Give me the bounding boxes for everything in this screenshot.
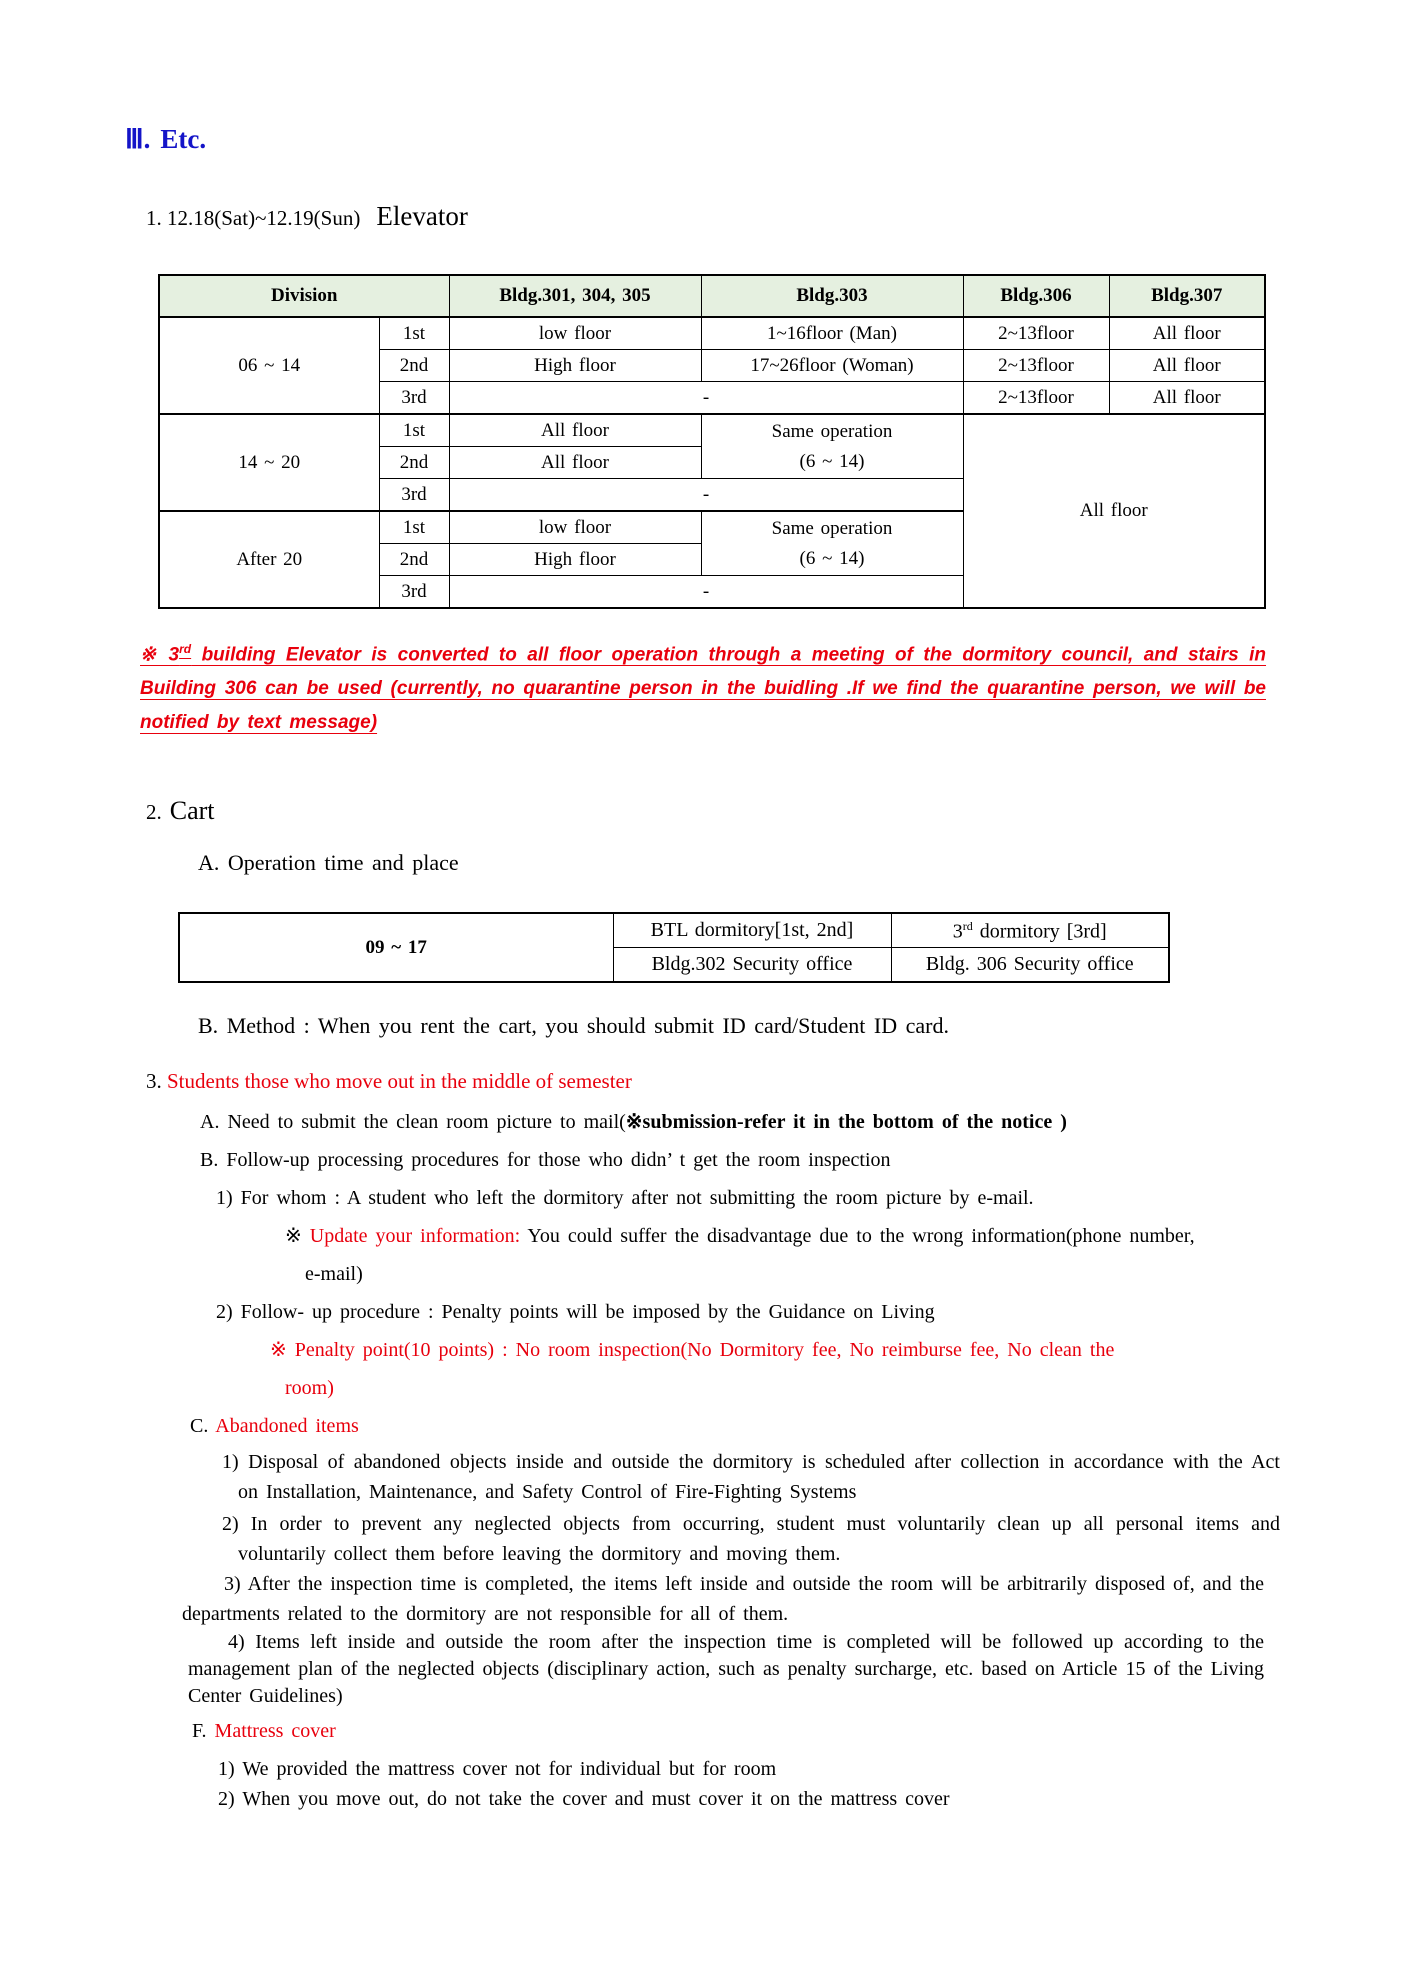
penalty-note <box>270 1337 1403 1363</box>
update-note <box>285 1223 1403 1249</box>
cell-b307: All floor <box>1109 350 1265 382</box>
elevator-footnote <box>140 632 1266 740</box>
sub-label: 3rd <box>379 479 449 512</box>
abandoned-item-3 <box>182 1569 1264 1629</box>
moveout-heading <box>146 1069 1403 1094</box>
cell-all-floor-merged: All floor <box>963 414 1265 608</box>
abandoned-items-label: C. <box>190 1415 209 1438</box>
abandoned-item-2-label: 2) <box>222 1513 239 1536</box>
cart-item-number: 2. <box>146 800 162 825</box>
mattress-item-2-label: 2) <box>218 1788 235 1811</box>
mattress-item-1-label: 1) <box>218 1758 235 1781</box>
moveout-b2 <box>216 1299 1403 1325</box>
moveout-title: Students those who move out in the middle of semester <box>167 1069 632 1094</box>
third-dormitory-number: 3 <box>952 920 963 943</box>
third-dormitory-superscript: rd <box>962 918 973 933</box>
header-bldg307: Bldg.307 <box>1109 275 1265 317</box>
header-bldg306: Bldg.306 <box>963 275 1109 317</box>
sub-label: 1st <box>379 414 449 447</box>
cell-b301: low floor <box>449 317 701 350</box>
footnote-marker: ※ 3 <box>140 644 180 666</box>
cell-b303: 17~26floor (Woman) <box>701 350 963 382</box>
cart-table <box>178 912 1170 983</box>
abandoned-item-1-text: Disposal of abandoned objects inside and outside the dormitory is scheduled after collection in accordance with the Act on Installation, Maintenance, and Safety Control of Fire-Fighting Systems <box>238 1451 1280 1504</box>
cell-same-operation <box>701 414 963 479</box>
cart-sub-a-title: Operation time and place <box>227 850 459 876</box>
sub-label: 2nd <box>379 544 449 576</box>
moveout-sub-a-pre: Need to submit the clean room picture to mail( <box>227 1111 626 1134</box>
sub-label: 1st <box>379 317 449 350</box>
abandoned-item-4-text: Items left inside and outside the room after the inspection time is completed will be followed up according to the management plan of the neglected objects (disciplinary action, such as penalty surcharge, etc. based on Article 15 of the Living Center Guidelines) <box>188 1631 1264 1708</box>
cell-b307: All floor <box>1109 382 1265 415</box>
abandoned-item-3-label: 3) <box>224 1573 241 1596</box>
elevator-item-number: 1. <box>146 206 162 230</box>
mattress-cover-heading <box>192 1718 1403 1744</box>
moveout-b1 <box>216 1185 1403 1211</box>
moveout-sub-b <box>200 1147 1403 1173</box>
abandoned-items-title: Abandoned items <box>215 1415 359 1438</box>
moveout-item-number: 3. <box>146 1069 162 1094</box>
mattress-item-1 <box>218 1756 1403 1782</box>
header-bldg303: Bldg.303 <box>701 275 963 317</box>
table-row <box>179 913 1169 948</box>
sub-label: 2nd <box>379 447 449 479</box>
cart-bldg306-office-cell: Bldg. 306 Security office <box>891 948 1169 983</box>
cart-bldg302-office-cell: Bldg.302 Security office <box>613 948 891 983</box>
update-note-black-text: You could suffer the disadvantage due to the wrong information(phone number, <box>520 1225 1195 1248</box>
cell-b301: All floor <box>449 414 701 447</box>
same-operation-line2: (6 ~ 14) <box>799 547 865 569</box>
mattress-cover-title: Mattress cover <box>214 1720 336 1743</box>
third-dormitory-text: dormitory [3rd] <box>972 920 1107 943</box>
footnote-superscript: rd <box>179 642 192 656</box>
moveout-sub-b-label: B. <box>200 1149 219 1172</box>
moveout-sub-b-text: Follow-up processing procedures for those who didn’ t get the room inspection <box>226 1149 891 1172</box>
elevator-title: Elevator <box>376 201 468 231</box>
elevator-heading <box>146 201 1403 232</box>
sub-label: 2nd <box>379 350 449 382</box>
header-bldg301: Bldg.301, 304, 305 <box>449 275 701 317</box>
sub-label: 1st <box>379 511 449 544</box>
table-row <box>159 414 1265 447</box>
cart-title: Cart <box>169 796 215 826</box>
cart-sub-a <box>198 850 1403 876</box>
elevator-dates: 12.18(Sat)~12.19(Sun) <box>167 206 361 230</box>
abandoned-item-4 <box>188 1629 1264 1710</box>
penalty-note-text: Penalty point(10 points) : No room inspection(No Dormitory fee, No reimburse fee, No clean the <box>286 1339 1115 1362</box>
page-title-text: Etc. <box>160 124 207 154</box>
cart-sub-b-label: B. <box>198 1013 219 1039</box>
abandoned-item-4-label: 4) <box>228 1631 245 1654</box>
moveout-b2-text: Follow- up procedure : Penalty points will be imposed by the Guidance on Living <box>240 1301 935 1324</box>
cart-btl-dormitory-cell: BTL dormitory[1st, 2nd] <box>613 913 891 948</box>
sub-label: 3rd <box>379 382 449 415</box>
elevator-table <box>158 274 1266 609</box>
cell-b301: All floor <box>449 447 701 479</box>
moveout-b1-text: For whom : A student who left the dormitory after not submitting the room picture by e-mail. <box>240 1187 1034 1210</box>
group-14-20-label: 14 ~ 20 <box>159 414 379 511</box>
cell-b306: 2~13floor <box>963 317 1109 350</box>
header-division: Division <box>159 275 449 317</box>
mattress-cover-label: F. <box>192 1720 207 1743</box>
page-title-numeral: Ⅲ. <box>125 124 151 154</box>
cart-third-dormitory-cell <box>891 913 1169 948</box>
cell-b301: High floor <box>449 544 701 576</box>
elevator-table-header-row <box>159 275 1265 317</box>
moveout-sub-a-bold: ※submission-refer it in the bottom of the notice ) <box>625 1111 1067 1134</box>
moveout-sub-a-label: A. <box>200 1111 220 1134</box>
update-note-red-text: Update your information: <box>301 1225 521 1248</box>
cell-b307: All floor <box>1109 317 1265 350</box>
abandoned-item-1-label: 1) <box>222 1451 239 1474</box>
moveout-b2-label: 2) <box>216 1301 233 1324</box>
cell-b301: High floor <box>449 350 701 382</box>
same-operation-line1: Same operation <box>771 517 893 539</box>
sub-label: 3rd <box>379 576 449 609</box>
update-note-continuation: e-mail) <box>305 1263 363 1286</box>
update-note-marker: ※ <box>285 1225 302 1248</box>
cell-b306: 2~13floor <box>963 350 1109 382</box>
cart-time-cell: 09 ~ 17 <box>179 913 613 982</box>
penalty-note-marker: ※ <box>270 1339 287 1362</box>
abandoned-item-2-text: In order to prevent any neglected objects from occurring, student must voluntarily clean up all personal items and voluntarily collect them before leaving the dormitory and moving them. <box>238 1513 1280 1566</box>
table-row <box>159 317 1265 350</box>
cart-sub-b <box>198 1013 1403 1039</box>
moveout-sub-a <box>200 1109 1403 1135</box>
moveout-b1-label: 1) <box>216 1187 233 1210</box>
group-after-20-label: After 20 <box>159 511 379 608</box>
same-operation-line2: (6 ~ 14) <box>799 450 865 472</box>
abandoned-items-heading <box>190 1413 1403 1439</box>
footnote-text: building Elevator is converted to all floor operation through a meeting of the dormitory council, and stairs in Building 306 can be used (currently, no quarantine person in the buidling .If we find the quarantine person, we will be notified by text message) <box>140 644 1267 734</box>
cell-same-operation <box>701 511 963 576</box>
cell-b301: low floor <box>449 511 701 544</box>
same-operation-line1: Same operation <box>771 420 893 442</box>
abandoned-item-2 <box>222 1509 1280 1569</box>
page-title <box>125 124 1403 155</box>
penalty-note-continuation: room) <box>285 1377 334 1400</box>
abandoned-item-3-text: After the inspection time is completed, the items left inside and outside the room will be arbitrarily disposed of, and the departments related to the dormitory are not responsible for all of them. <box>182 1573 1265 1626</box>
abandoned-item-1 <box>222 1447 1280 1507</box>
cell-dash: - <box>449 382 963 415</box>
group-06-14-label: 06 ~ 14 <box>159 317 379 414</box>
cell-b303: 1~16floor (Man) <box>701 317 963 350</box>
cell-dash: - <box>449 479 963 512</box>
mattress-item-2 <box>218 1786 1403 1812</box>
cart-heading <box>146 796 1403 826</box>
cell-dash: - <box>449 576 963 609</box>
mattress-item-1-text: We provided the mattress cover not for individual but for room <box>242 1758 777 1781</box>
cell-b306: 2~13floor <box>963 382 1109 415</box>
cart-sub-a-label: A. <box>198 850 220 876</box>
cart-sub-b-text: Method : When you rent the cart, you should submit ID card/Student ID card. <box>226 1013 949 1039</box>
mattress-item-2-text: When you move out, do not take the cover and must cover it on the mattress cover <box>242 1788 950 1811</box>
